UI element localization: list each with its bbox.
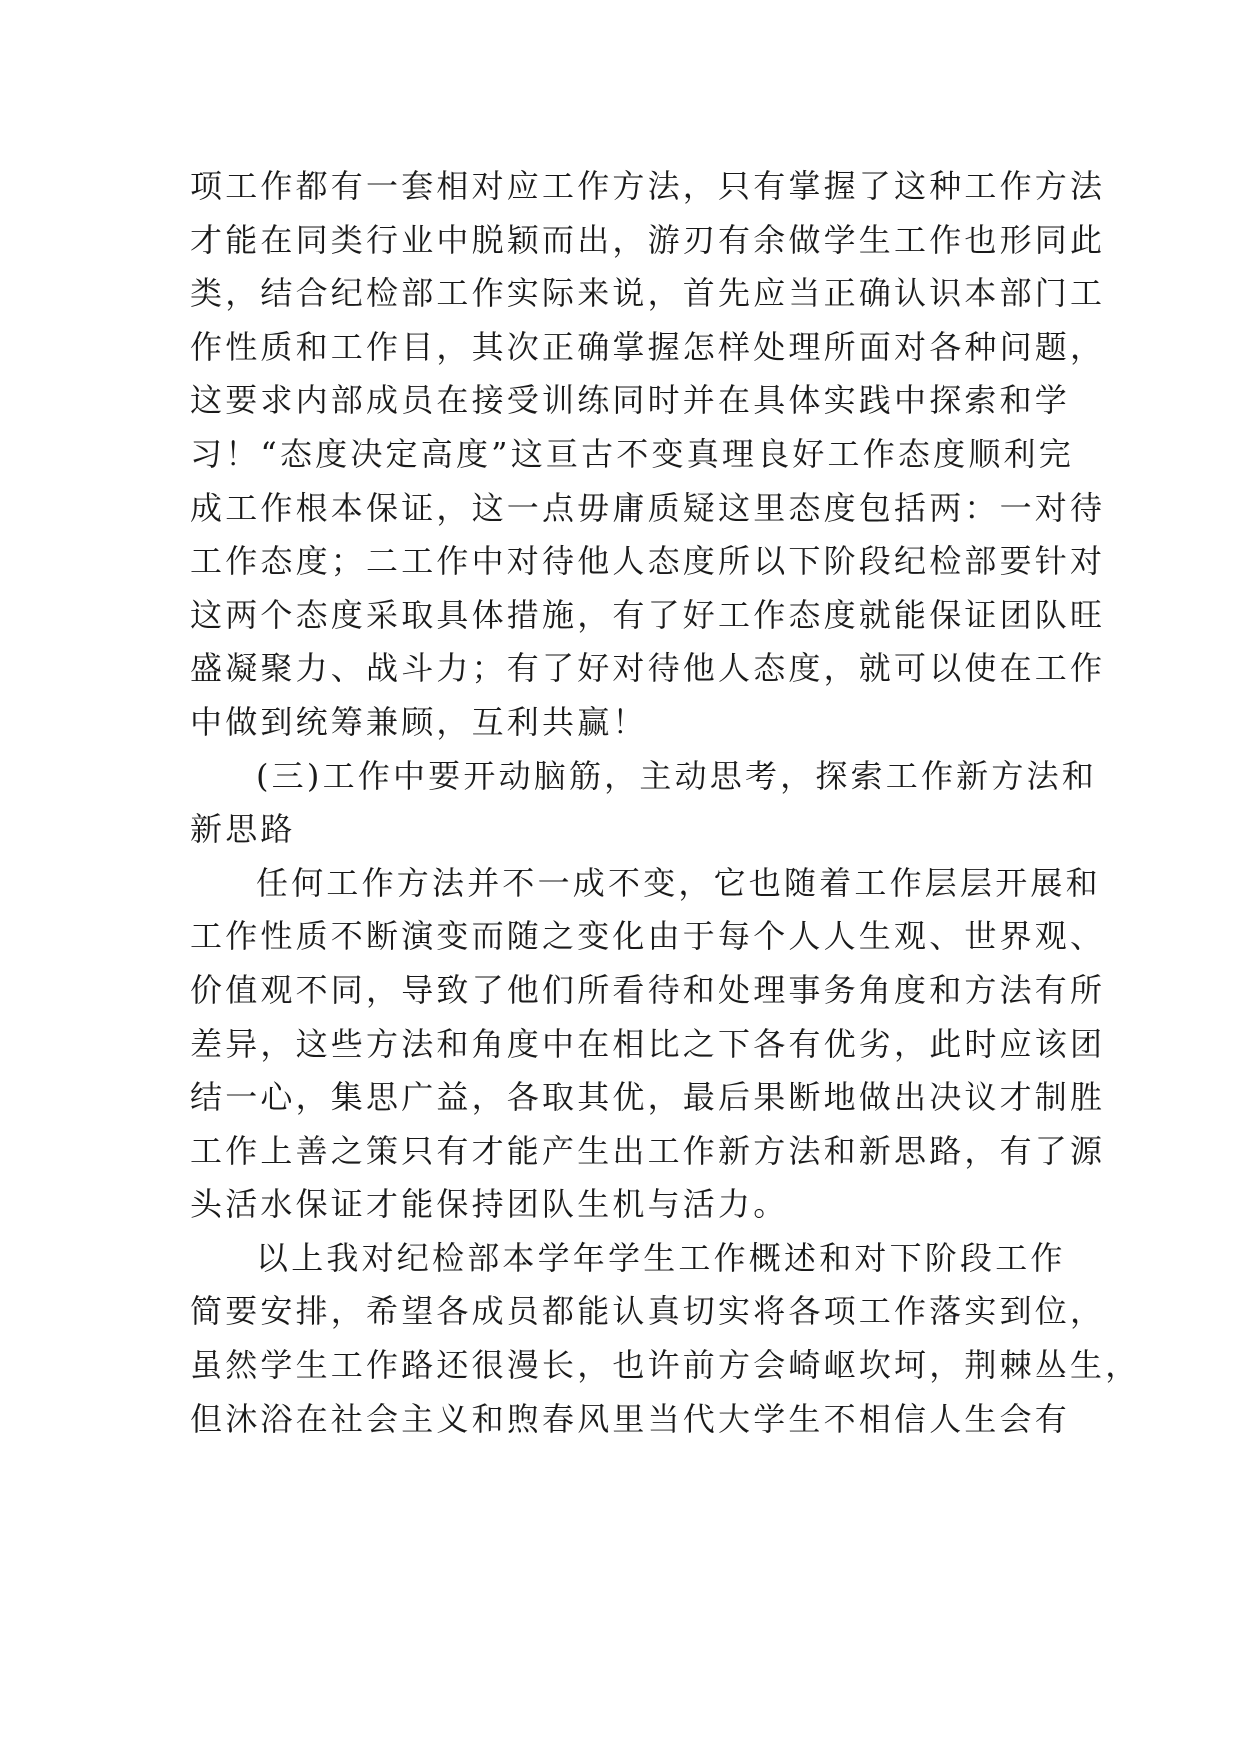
text-line: 头活水保证才能保持团队生机与活力。 xyxy=(190,1185,789,1224)
text-line: 才能在同类行业中脱颖而出，游刃有余做学生工作也形同此 xyxy=(190,220,1106,259)
section-heading: (三)工作中要开动脑筋，主动思考，探索工作新方法和 xyxy=(256,756,1097,795)
text-line: 工作态度；二工作中对待他人态度所以下阶段纪检部要针对 xyxy=(190,542,1106,581)
text-line: 但沐浴在社会主义和煦春风里当代大学生不相信人生会有 xyxy=(190,1399,1071,1438)
text-line: 盛凝聚力、战斗力；有了好对待他人态度，就可以使在工作 xyxy=(190,649,1106,688)
text-line: 项工作都有一套相对应工作方法，只有掌握了这种工作方法 xyxy=(190,167,1106,205)
text-line: 以上我对纪检部本学年学生工作概述和对下阶段工作 xyxy=(256,1238,1066,1277)
text-line: 这要求内部成员在接受训练同时并在具体实践中探索和学 xyxy=(190,381,1071,420)
text-line: 这两个态度采取具体措施，有了好工作态度就能保证团队旺 xyxy=(190,595,1106,634)
text-line: 工作性质不断演变而随之变化由于每个人人生观、世界观、 xyxy=(190,917,1106,956)
text-line: 价值观不同，导致了他们所看待和处理事务角度和方法有所 xyxy=(190,970,1106,1009)
text-line: 习！“态度决定高度”这亘古不变真理良好工作态度顺利完 xyxy=(190,434,1074,473)
text-line: 中做到统筹兼顾，互利共赢！ xyxy=(190,702,648,741)
text-line: 简要安排，希望各成员都能认真切实将各项工作落实到位， xyxy=(190,1292,1106,1331)
text-line: 任何工作方法并不一成不变，它也随着工作层层开展和 xyxy=(256,863,1101,902)
text-line: 工作上善之策只有才能产生出工作新方法和新思路，有了源 xyxy=(190,1131,1106,1170)
text-line: 成工作根本保证，这一点毋庸质疑这里态度包括两：一对待 xyxy=(190,488,1106,527)
text-line: 类，结合纪检部工作实际来说，首先应当正确认识本部门工 xyxy=(190,274,1106,313)
text-line: 作性质和工作目，其次正确掌握怎样处理所面对各种问题， xyxy=(190,327,1106,366)
section-heading-continued: 新思路 xyxy=(190,810,296,849)
body-text xyxy=(190,160,1141,1446)
text-line: 虽然学生工作路还很漫长，也许前方会崎岖坎坷，荆棘丛生， xyxy=(190,1346,1141,1385)
text-line: 结一心，集思广益，各取其优，最后果断地做出决议才制胜 xyxy=(190,1078,1106,1117)
text-line: 差异，这些方法和角度中在相比之下各有优劣，此时应该团 xyxy=(190,1024,1106,1063)
